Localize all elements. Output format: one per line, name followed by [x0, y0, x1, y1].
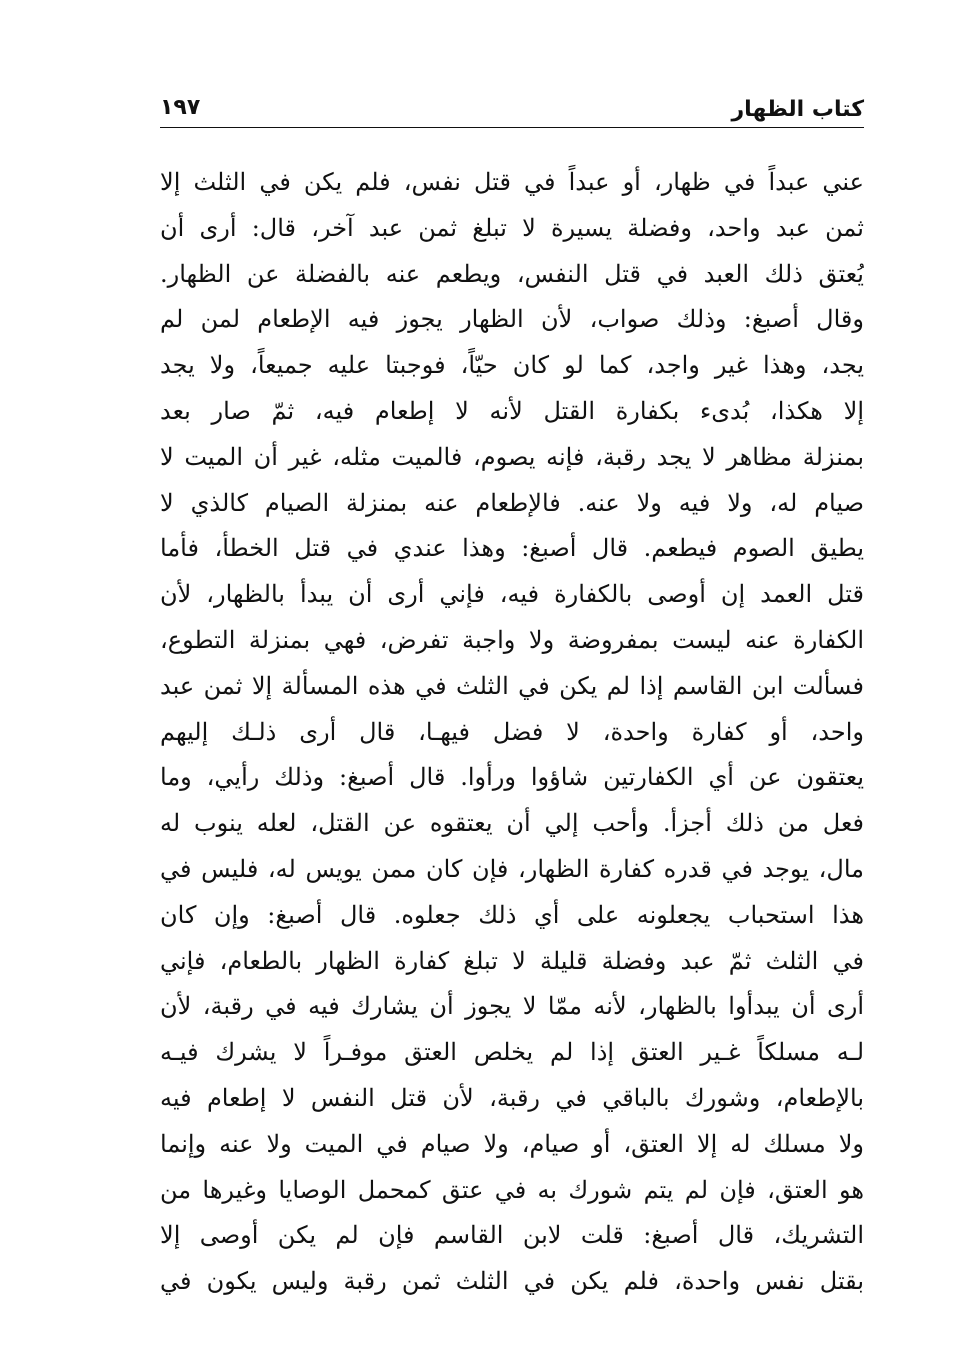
text-line: هذا استحباب يجعلونه على أي ذلك جعلوه. قال أصبغ: وإن كان	[160, 900, 864, 929]
text-line: أرى أن يبدأوا بالظهار، لأنه ممّا لا يجوز أن يشارك فيه في رقبة، لأن	[160, 992, 864, 1021]
text-line: في الثلث ثمّ عبد وفضلة قليلة لا تبلغ كفارة الظهار بالطعام، فإني	[160, 946, 864, 975]
text-line: إلا هكذا، بُدىء بكفارة القتل لأنه لا إطعام فيه، ثمّ صار بعد	[160, 396, 864, 425]
text-line: هو العتق، فإن لم يتم شورك به في عتق كمحمل الوصايا وغيرها من	[160, 1175, 864, 1204]
book-title: كتاب الظهار	[731, 97, 864, 122]
running-header	[160, 90, 864, 130]
text-line: يعتقون عن أي الكفارتين شاؤوا ورأوا. قال أصبغ: وذلك رأيي، وما	[160, 763, 864, 792]
text-line: قتل العمد إن أوصى بالكفارة فيه، فإني أرى أن يبدأ بالظهار، لأن	[160, 580, 864, 609]
text-line: واحد، أو كفارة واحدة، لا فضل فيهـا، قال أرى ذلـك إليهم	[160, 717, 864, 746]
text-line: بالإطعام، وشورك بالباقي في رقبة، لأن قتل النفس لا إطعام فيه	[160, 1083, 864, 1112]
text-line: فعل من ذلك أجزأ. وأحب إلي أن يعتقوه عن القتل، لعله ينوب له	[160, 809, 864, 838]
text-line: صيام له، ولا فيه ولا عنه. فالإطعام عنه بمنزلة الصيام كالذي لا	[160, 488, 864, 517]
text-line: التشريك، قال أصبغ: قلت لابن القاسم فإن لم يكن أوصى إلا	[160, 1221, 864, 1250]
text-line: عني عبداً في ظهار، أو عبداً في قتل نفس، فلم يكن في الثلث إلا	[160, 168, 864, 196]
body-text	[160, 160, 864, 1305]
page-number: ١٩٧	[160, 95, 201, 120]
text-line: ولا مسلك له إلا العتق، أو صيام، ولا صيام في الميت ولا عنه وإنما	[160, 1129, 864, 1158]
text-line: يطيق الصوم فيطعم. قال أصبغ: وهذا عندي في قتل الخطأ، فأما	[160, 534, 864, 563]
text-line: يجد، وهذا غير واجد، كما لو كان حيّاً، فوجبتا عليه جميعاً، ولا يجد	[160, 351, 864, 380]
text-line: بقتل نفس واحدة، فلم يكن في الثلث ثمن رقبة وليس يكون في	[160, 1267, 864, 1296]
text-line: مال، يوجد في قدره كفارة الظهار، فإن كان ممن يويس له، فليس في	[160, 854, 864, 883]
text-line: ثمن عبد واحد، وفضلة يسيرة لا تبلغ ثمن عبد آخر، قال: أرى أن	[160, 213, 864, 242]
text-line: وقال أصبغ: وذلك صواب، لأن الظهار يجوز فيه الإطعام لمن لم	[160, 305, 864, 334]
text-line: فسألت ابن القاسم إذا لم يكن في الثلث في هذه المسألة إلا ثمن عبد	[160, 671, 864, 700]
text-line: بمنزلة مظاهر لا يجد رقبة، فإنه يصوم، فالميت مثله، غير أن الميت لا	[160, 442, 864, 471]
header-rule	[160, 127, 864, 128]
text-line: لـه مسلكاً غـير العتق إذا لم يخلص العتق موفـراً لا يشرك فيـه	[160, 1038, 864, 1067]
text-line: يُعتق ذلك العبد في قتل النفس، ويطعم عنه بالفضلة عن الظهار.	[160, 259, 864, 288]
text-line: الكفارة عنه ليست بمفروضة ولا واجبة تفرض، فهي بمنزلة التطوع،	[160, 625, 864, 654]
